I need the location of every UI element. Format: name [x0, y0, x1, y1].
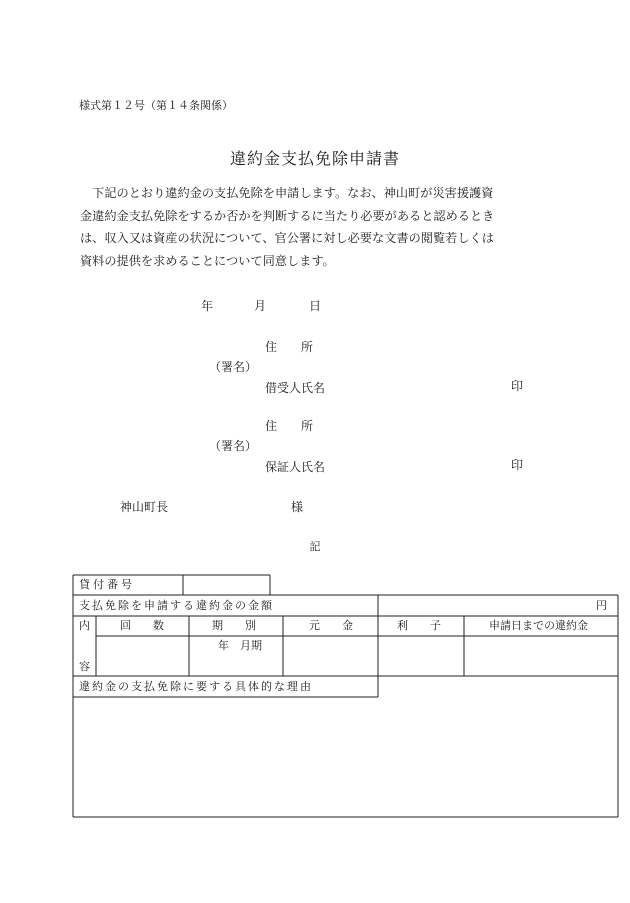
borrower-seal-mark: 印	[511, 379, 524, 393]
form-number: 様式第１２号（第１４条関係）	[79, 99, 233, 112]
borrower-signature-label: （署名）	[209, 360, 258, 374]
interest-field[interactable]	[380, 638, 462, 674]
guarantor-signature-label: （署名）	[209, 439, 258, 453]
date-day-label: 日	[309, 299, 322, 313]
reason-label: 違約金の支払免除に要する具体的な理由	[79, 680, 313, 693]
loan-number-label: 貸付番号	[79, 578, 135, 591]
column-header-period: 期 別	[212, 619, 256, 632]
column-header-principal: 元 金	[309, 619, 353, 632]
loan-number-field[interactable]	[185, 577, 268, 593]
statement-line: 下記のとおり違約金の支払免除を申請します。なお、神山町が災害援護資	[80, 186, 494, 200]
exemption-amount-field[interactable]	[380, 597, 595, 614]
penalty-field[interactable]	[466, 638, 616, 674]
column-header-interest: 利 子	[397, 619, 441, 632]
date-month-label: 月	[254, 299, 267, 313]
reason-field[interactable]	[75, 699, 616, 815]
statement-line: は、収入又は資産の状況について、官公署に対し必要な文書の閲覧若しくは	[80, 231, 494, 245]
guarantor-address-label: 住 所	[265, 419, 314, 433]
exemption-amount-label: 支払免除を申請する違約金の金額	[79, 599, 274, 612]
period-value: 年 月期	[218, 639, 262, 652]
statement-line: 金違約金支払免除をするか否かを判断するに当たり必要があると認めるとき	[80, 208, 495, 223]
breakdown-label-top: 内	[79, 619, 90, 632]
principal-field[interactable]	[285, 638, 376, 674]
times-field[interactable]	[98, 638, 187, 674]
borrower-address-label: 住 所	[265, 340, 314, 354]
addressee-name: 神山町長	[120, 500, 169, 514]
ki-heading: 記	[309, 540, 321, 553]
date-year-label: 年	[201, 299, 214, 313]
breakdown-label-bottom: 容	[79, 660, 90, 673]
column-header-times: 回 数	[120, 619, 164, 632]
guarantor-name-label: 保証人氏名	[265, 460, 326, 474]
borrower-name-label: 借受人氏名	[265, 381, 326, 395]
amount-unit-yen: 円	[596, 599, 607, 612]
column-header-penalty: 申請日までの違約金	[489, 619, 588, 632]
guarantor-seal-mark: 印	[511, 458, 524, 472]
statement-line: 資料の提供を求めることについて同意します。	[80, 253, 335, 268]
document-title: 違約金支払免除申請書	[229, 149, 400, 168]
addressee-honorific: 様	[291, 500, 304, 514]
